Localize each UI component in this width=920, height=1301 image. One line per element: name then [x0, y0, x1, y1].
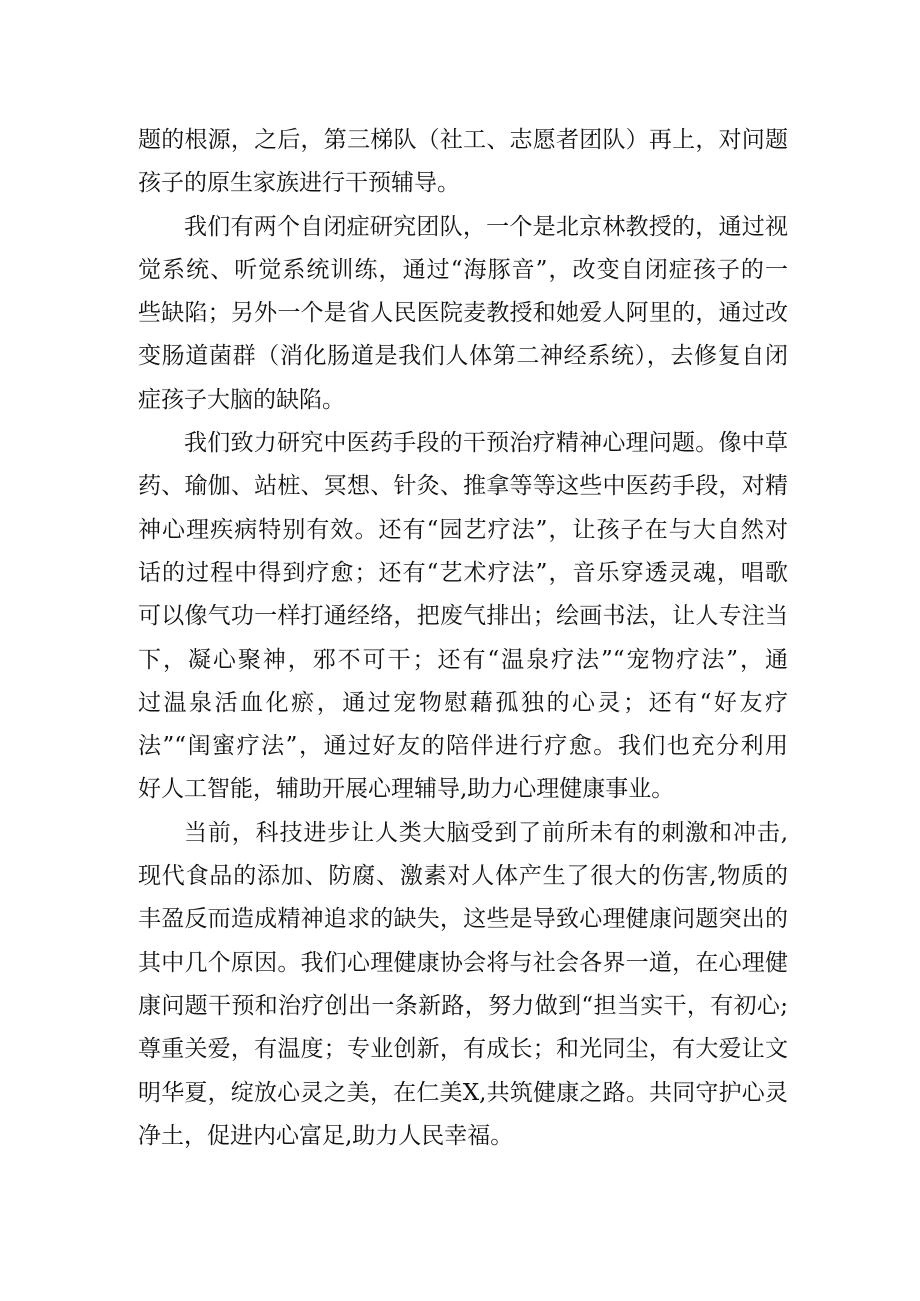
paragraph-3-line-2: 药、瑜伽、站桩、冥想、针灸、推拿等等这些中医药手段，对精 [138, 473, 788, 500]
paragraph-3-line-1: 我们致力研究中医药手段的干预治疗精神心理问题。像中草 [184, 430, 788, 457]
paragraph-1-line-2: 孩子的原生家族进行干预辅导。 [138, 170, 460, 197]
paragraph-4-line-3: 丰盈反而造成精神追求的缺失，这些是导致心理健康问题突出的 [138, 906, 788, 933]
paragraph-4-line-4: 其中几个原因。我们心理健康协会将与社会各界一道，在心理健 [138, 949, 788, 976]
paragraph-2-line-4: 变肠道菌群（消化肠道是我们人体第二神经系统），去修复自闭 [138, 343, 788, 370]
paragraph-2-line-1: 我们有两个自闭症研究团队，一个是北京林教授的，通过视 [184, 213, 788, 240]
paragraph-3-line-4: 话的过程中得到疗愈；还有“艺术疗法”，音乐穿透灵魂，唱歌 [138, 559, 788, 586]
paragraph-3-line-6: 下，凝心聚神，邪不可干；还有“温泉疗法”“宠物疗法”，通 [138, 646, 788, 673]
paragraph-4-line-8: 净土，促进内心富足,助力人民幸福。 [138, 1122, 514, 1149]
paragraph-4-line-1: 当前，科技进步让人类大脑受到了前所未有的刺激和冲击, [184, 819, 788, 846]
paragraph-4-line-6: 尊重关爱，有温度；专业创新，有成长；和光同尘，有大爱让文 [138, 1036, 788, 1063]
paragraph-3-line-7: 过温泉活血化瘀，通过宠物慰藉孤独的心灵；还有“好友疗 [138, 689, 788, 716]
paragraph-1-line-1: 题的根源，之后，第三梯队（社工、志愿者团队）再上，对问题 [138, 127, 788, 153]
body-text [138, 119, 788, 1158]
paragraph-3-line-5: 可以像气功一样打通经络，把废气排出；绘画书法，让人专注当 [138, 603, 788, 630]
paragraph-3-line-3: 神心理疾病特别有效。还有“园艺疗法”，让孩子在与大自然对 [138, 516, 788, 543]
paragraph-4-line-7: 明华夏，绽放心灵之美，在仁美X,共筑健康之路。共同守护心灵 [138, 1079, 788, 1106]
paragraph-2-line-2: 觉系统、听觉系统训练，通过“海豚音”，改变自闭症孩子的一 [138, 256, 788, 283]
paragraph-3-line-9: 好人工智能，辅助开展心理辅导,助力心理健康事业。 [138, 776, 675, 803]
paragraph-4-line-5: 康问题干预和治疗创出一条新路，努力做到“担当实干，有初心; [138, 992, 788, 1019]
paragraph-2-line-3: 些缺陷；另外一个是省人民医院麦教授和她爱人阿里的，通过改 [138, 300, 788, 327]
paragraph-3-line-8: 法”“闺蜜疗法”，通过好友的陪伴进行疗愈。我们也充分利用 [138, 733, 788, 760]
paragraph-2-line-5: 症孩子大脑的缺陷。 [138, 386, 345, 413]
paragraph-4-line-2: 现代食品的添加、防腐、激素对人体产生了很大的伤害,物质的 [138, 863, 788, 890]
